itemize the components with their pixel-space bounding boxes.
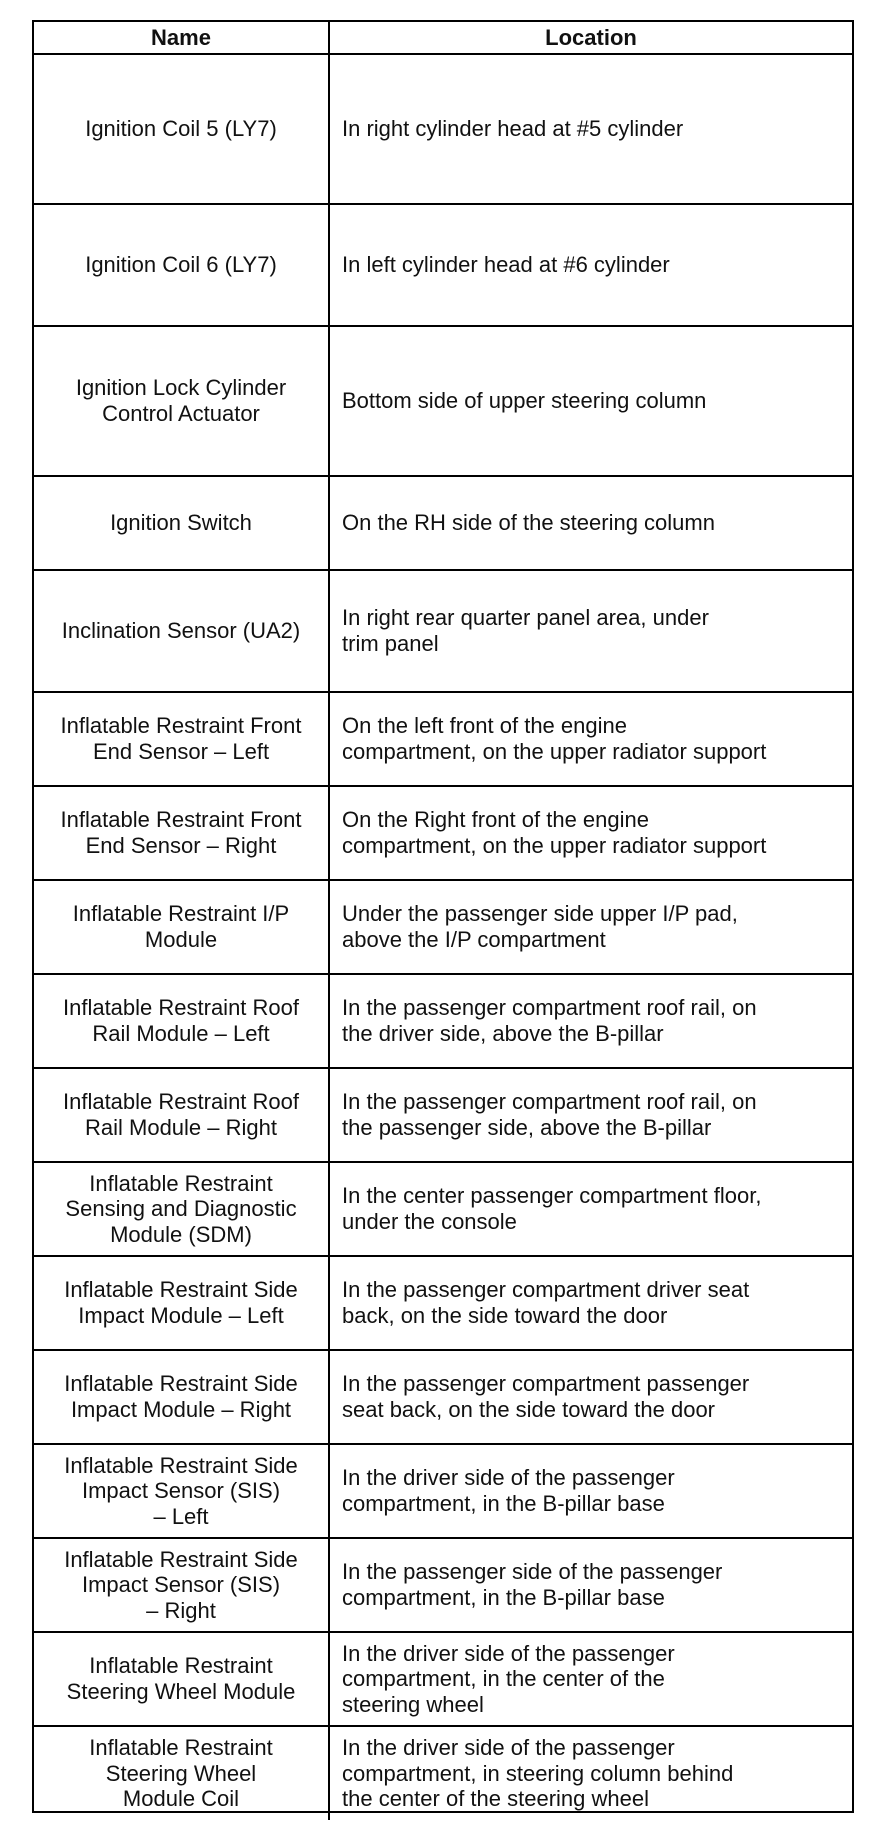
name-cell (34, 1633, 330, 1727)
component-location: In the passenger side of the passenger compartment, in the B-pillar base (342, 1559, 723, 1610)
name-cell (34, 55, 330, 205)
location-cell (330, 55, 852, 205)
location-cell (330, 327, 852, 477)
component-location-table (32, 20, 854, 1813)
name-cell (34, 205, 330, 327)
component-name: Inflatable Restraint Front End Sensor – Right (60, 807, 302, 858)
component-name: Ignition Switch (110, 510, 252, 536)
location-cell (330, 205, 852, 327)
location-cell (330, 1445, 852, 1539)
location-cell (330, 1633, 852, 1727)
name-cell (34, 1351, 330, 1445)
component-location: In the passenger compartment roof rail, on the passenger side, above the B-pillar (342, 1089, 757, 1140)
location-cell (330, 1257, 852, 1351)
component-name: Inflatable Restraint Side Impact Sensor (SIS) – Right (64, 1546, 298, 1623)
header-name: Name (34, 22, 330, 55)
name-cell (34, 1727, 330, 1820)
location-cell (330, 1163, 852, 1257)
component-name: Ignition Coil 5 (LY7) (85, 116, 277, 142)
component-name: Inflatable Restraint Steering Wheel Module Coil (89, 1735, 273, 1812)
component-location: On the Right front of the engine compartment, on the upper radiator support (342, 807, 767, 858)
location-cell (330, 693, 852, 787)
name-cell (34, 975, 330, 1069)
component-location: On the left front of the engine compartment, on the upper radiator support (342, 713, 767, 764)
name-cell (34, 327, 330, 477)
name-cell (34, 571, 330, 693)
location-cell (330, 787, 852, 881)
component-name: Inflatable Restraint Sensing and Diagnostic Module (SDM) (65, 1170, 297, 1247)
location-cell (330, 571, 852, 693)
component-name: Ignition Lock Cylinder Control Actuator (75, 375, 287, 426)
header-location: Location (330, 22, 852, 55)
component-location: Under the passenger side upper I/P pad, above the I/P compartment (342, 901, 738, 952)
component-name: Inflatable Restraint Steering Wheel Module (66, 1653, 296, 1704)
location-cell (330, 975, 852, 1069)
component-name: Inclination Sensor (UA2) (61, 618, 301, 644)
name-cell (34, 787, 330, 881)
component-name: Inflatable Restraint Front End Sensor – Left (60, 713, 302, 764)
location-cell (330, 1727, 852, 1820)
component-name: Inflatable Restraint Roof Rail Module – Left (62, 995, 300, 1046)
name-cell (34, 881, 330, 975)
location-cell (330, 477, 852, 571)
name-cell (34, 693, 330, 787)
location-cell (330, 1539, 852, 1633)
component-location: In the driver side of the passenger compartment, in the B-pillar base (342, 1465, 675, 1516)
component-location: In right cylinder head at #5 cylinder (342, 116, 684, 142)
component-location: On the RH side of the steering column (342, 510, 715, 536)
name-cell (34, 1163, 330, 1257)
location-cell (330, 881, 852, 975)
name-cell (34, 1445, 330, 1539)
component-location: In right rear quarter panel area, under trim panel (342, 605, 709, 656)
component-name: Ignition Coil 6 (LY7) (85, 252, 277, 278)
component-name: Inflatable Restraint Side Impact Module – Left (64, 1277, 298, 1328)
component-location: In the driver side of the passenger compartment, in steering column behind the center of the steering wheel (342, 1735, 734, 1812)
component-location: In the driver side of the passenger compartment, in the center of the steering wheel (342, 1640, 675, 1717)
location-cell (330, 1351, 852, 1445)
component-name: Inflatable Restraint Roof Rail Module – Right (62, 1089, 300, 1140)
component-location: In the passenger compartment driver seat back, on the side toward the door (342, 1277, 750, 1328)
component-location: In the passenger compartment roof rail, on the driver side, above the B-pillar (342, 995, 757, 1046)
component-location: Bottom side of upper steering column (342, 388, 707, 414)
name-cell (34, 477, 330, 571)
component-name: Inflatable Restraint Side Impact Sensor (SIS) – Left (64, 1452, 298, 1529)
component-location: In the passenger compartment passenger seat back, on the side toward the door (342, 1371, 750, 1422)
component-location: In left cylinder head at #6 cylinder (342, 252, 670, 278)
component-name: Inflatable Restraint Side Impact Module – Right (64, 1371, 298, 1422)
name-cell (34, 1257, 330, 1351)
name-cell (34, 1539, 330, 1633)
component-name: Inflatable Restraint I/P Module (72, 901, 290, 952)
component-location: In the center passenger compartment floor, under the console (342, 1183, 762, 1234)
name-cell (34, 1069, 330, 1163)
location-cell (330, 1069, 852, 1163)
